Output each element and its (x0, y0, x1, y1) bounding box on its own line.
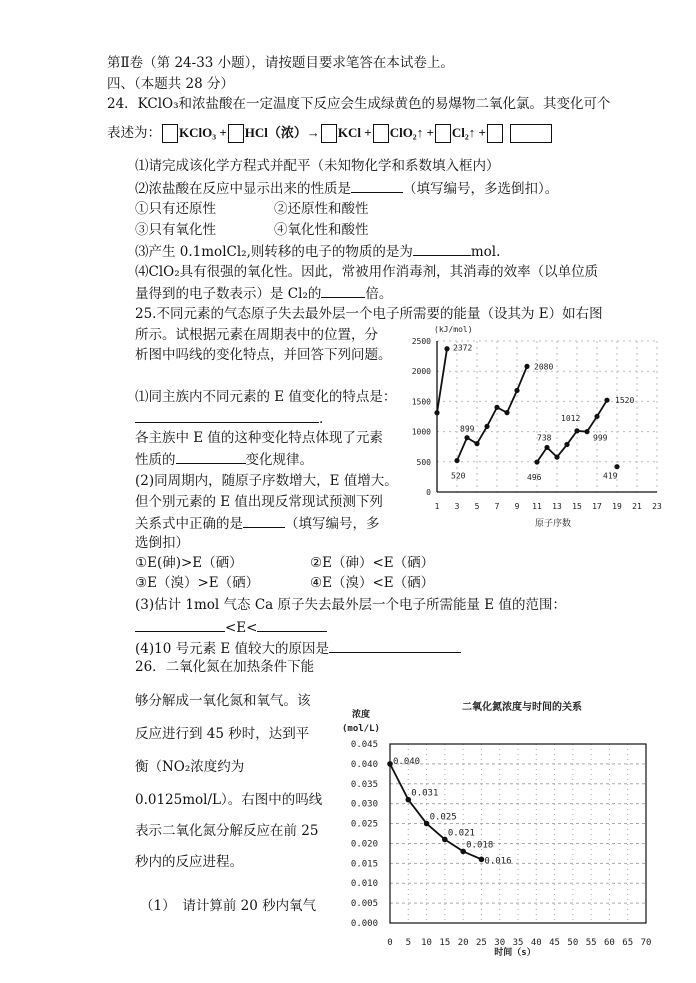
y-tick-label: 0.015 (350, 859, 378, 870)
y-tick-label: 0.045 (350, 740, 378, 750)
q24-opt4: ④氧化性和酸性 (274, 222, 369, 238)
text: 性质的 (135, 452, 176, 468)
y-axis-label: 浓度 (352, 710, 371, 720)
q26-l5: 0.0125mol/L）。右图中的吗线 (135, 792, 323, 808)
data-label: 0.016 (484, 856, 512, 867)
y-tick-label: 2000 (411, 367, 431, 377)
text: <E< (225, 620, 258, 636)
text: 关系式中正确的是 (135, 516, 243, 532)
q25-opt1: ①E(砷)>E（硒） (135, 555, 243, 571)
text: （填写编号，多选倒扣）。 (403, 181, 559, 197)
x-tick-label: 9 (514, 502, 520, 511)
x-tick-label: 20 (457, 938, 469, 948)
x-tick-label: 23 (652, 502, 662, 511)
q24-stem: 24．KClO₃和浓盐酸在一定温度下反应会生成绿黄色的易爆物二氧化氯。其变化可个 (107, 96, 611, 112)
q25-p2d: 选倒扣） (135, 535, 189, 551)
data-label: 899 (460, 424, 475, 434)
x-tick-label: 15 (439, 938, 451, 948)
q26-l1: 26．二氧化氮在加热条件下能 (135, 659, 315, 675)
q25-p1b: 各主族中 E 值的这种变化特点体现了元素 (135, 430, 383, 446)
eq-term: KClO₃ + (179, 125, 227, 140)
data-label: 419 (603, 471, 618, 481)
q25-opt2: ②E（砷）<E（硒） (310, 555, 435, 571)
q25-opt3: ③E（溴）>E（硒） (135, 575, 260, 591)
text: 变化规律。 (245, 452, 313, 468)
data-label: 738 (537, 433, 552, 443)
q25-opt4: ④E（溴）<E（硒） (310, 575, 435, 591)
x-tick-label: 60 (604, 938, 615, 948)
text: 倍。 (365, 286, 393, 302)
q25-p2b: 但个别元素的 E 值出现反常现试预测下列 (135, 494, 383, 510)
q24-opt1: ①只有还原性 (135, 201, 216, 217)
q26-l8: （1） 请计算前 20 秒内氧气 (140, 898, 317, 914)
x-tick-label: 35 (512, 938, 524, 948)
q24-p1: ⑴请完成该化学方程式并配平（未知物化学和系数填入框内） (135, 158, 500, 174)
x-tick-label: 0 (387, 938, 393, 948)
x-tick-label: 21 (632, 502, 642, 511)
data-point (387, 761, 393, 767)
data-label: 1520 (615, 396, 635, 406)
x-tick-label: 7 (494, 502, 500, 511)
x-tick-label: 50 (567, 938, 579, 948)
data-point (405, 797, 411, 803)
q25-p3: (3)估计 1mol 气态 Ca 原子失去最外层一个电子所需能量 E 值的范围： (135, 597, 566, 613)
x-tick-label: 17 (592, 502, 602, 511)
q26-l2: 够分解成一氧化氮和氧气。该 (135, 693, 311, 709)
y-tick-label: 0.035 (350, 779, 378, 790)
y-tick-label: 0.040 (350, 759, 378, 770)
data-label: 999 (593, 433, 608, 443)
q26-l4: 衡（NO₂浓度约为 (135, 759, 245, 775)
x-tick-label: 45 (549, 938, 560, 948)
q24-opt3: ③只有氧化性 (135, 222, 216, 238)
q25-stem2: 所示。试根据元素在周期表中的位置，分 (135, 327, 378, 343)
x-tick-label: 10 (421, 938, 432, 948)
x-tick-label: 55 (585, 938, 597, 948)
x-tick-label: 13 (552, 502, 562, 511)
y-axis-label: (mol/L) (342, 724, 380, 734)
q25-p1: ⑴同主族内不同元素的 E 值变化的特点是： (135, 389, 397, 405)
x-tick-label: 1 (434, 502, 440, 511)
x-tick-label: 5 (405, 938, 411, 948)
q25-stem3: 析图中吗线的变化特点，并回答下列问题。 (135, 347, 392, 363)
x-tick-label: 3 (454, 502, 460, 511)
text: （填写编号，多 (285, 516, 380, 532)
data-point (460, 849, 466, 855)
section-header: 第Ⅱ卷（第 24-33 小题），请按题目要求笔答在本试卷上。 (107, 55, 454, 71)
y-axis-label: (kJ/mol) (434, 325, 473, 334)
q25-p1-blank: . (135, 409, 323, 428)
q24-opt2: ②还原性和酸性 (274, 201, 369, 217)
x-tick-label: 65 (622, 938, 634, 948)
data-point (424, 821, 430, 827)
x-tick-label: 40 (530, 938, 542, 948)
data-label: 0.025 (429, 812, 457, 823)
y-tick-label: 0.025 (350, 819, 378, 830)
data-label: 496 (527, 473, 542, 483)
data-label: 2080 (534, 362, 554, 372)
data-point (442, 837, 448, 843)
q25-p2: (2)同周期内，随原子序数增大，E 值增大。 (135, 473, 398, 489)
x-tick-label: 5 (474, 502, 480, 511)
q26-l3: 反应进行到 45 秒时，达到平 (135, 726, 310, 742)
data-label: 0.018 (466, 840, 494, 851)
q24-p4: ⑷ClO₂具有很强的氧化性。因此，常被用作消毒剂，其消毒的效率（以单位质 (135, 264, 599, 280)
text: (4)10 号元素 E 值较大的原因是 (135, 641, 330, 657)
data-label: 520 (451, 471, 466, 481)
q25-stem: 25.不同元素的气态原子失去最外层一个电子所需要的能量（设其为 E）如右图 (135, 306, 603, 322)
data-label: 1012 (561, 413, 581, 423)
plot-frame (390, 744, 646, 923)
x-axis-label: 时间（s） (494, 948, 536, 958)
x-tick-label: 19 (612, 502, 622, 511)
eq-term: KCl + (337, 125, 372, 140)
data-label: 2372 (453, 343, 473, 353)
x-tick-label: 70 (640, 938, 652, 948)
data-label: 0.021 (447, 828, 475, 839)
y-tick-label: 0.020 (350, 839, 378, 850)
y-tick-label: 1500 (411, 397, 431, 407)
data-label: 0.040 (393, 756, 421, 767)
data-label: 0.031 (411, 788, 439, 799)
text: ⑶产生 0.1molCl₂,则转移的电子的物质的是为 (135, 244, 413, 260)
y-tick-label: 0.030 (350, 799, 378, 810)
q26-l6: 表示二氧化氮分解反应在前 25 (135, 823, 319, 839)
y-tick-label: 1000 (411, 427, 431, 437)
text: mol. (470, 244, 501, 260)
eq-term: Cl₂↑ + (451, 125, 486, 140)
eq-term: ClO₂↑ + (389, 125, 434, 140)
y-tick-label: 0.005 (350, 899, 378, 910)
y-tick-label: 0.010 (350, 879, 378, 890)
x-tick-label: 11 (532, 502, 542, 511)
part-header: 四、（本题共 28 分） (107, 76, 235, 92)
x-tick-label: 25 (476, 938, 487, 948)
y-tick-label: 500 (416, 457, 431, 467)
x-tick-label: 15 (572, 502, 582, 511)
data-point (479, 857, 485, 863)
y-tick-label: 0 (426, 488, 431, 497)
x-tick-label: 30 (494, 938, 506, 948)
y-tick-label: 2500 (411, 337, 431, 346)
chart-title: 二氧化氮浓度与时间的关系 (462, 702, 582, 713)
eq-term: HCl（浓）→ (244, 125, 320, 140)
x-axis-label: 原子序数 (535, 519, 572, 529)
y-tick-label: 0.000 (350, 919, 378, 929)
eq-prefix: 表述为： (107, 125, 161, 141)
q26-l7: 秒内的反应进程。 (135, 854, 243, 870)
text: ⑵浓盐酸在反应中显示出来的性质是 (135, 181, 351, 197)
text: 量得到的电子数表示）是 Cl₂的 (135, 286, 322, 302)
